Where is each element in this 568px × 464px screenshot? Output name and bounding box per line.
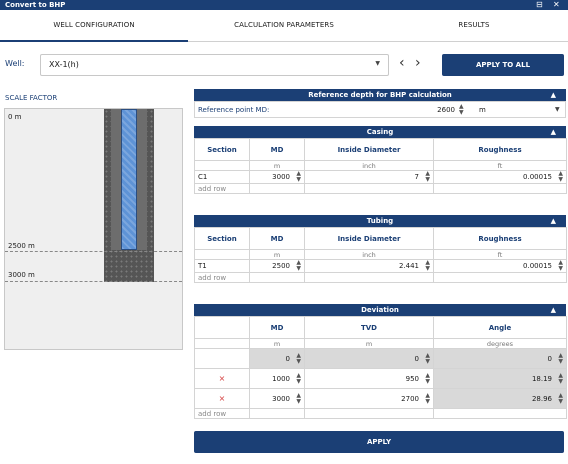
chevron-up-icon[interactable]: ▲ [550,306,556,314]
column-header: Angle [434,317,567,339]
empty-cell [305,184,434,194]
well-dropdown[interactable] [40,54,389,76]
tvd-value: 2700 [401,394,419,403]
stepper-icon[interactable]: ▲ ▼ [425,259,430,272]
reference-point-label: Reference point MD: [198,106,270,114]
column-header: Section [195,228,250,250]
window-titlebar [0,0,568,10]
casing-table [194,138,567,194]
stepper-icon[interactable]: ▲ ▼ [425,372,430,385]
tvd-cell[interactable] [305,389,434,409]
reference-depth-section [194,89,566,118]
casing-header[interactable] [194,126,566,138]
stepper-icon[interactable]: ▲ ▼ [425,170,430,183]
unit-cell: degrees [434,339,567,349]
angle-cell [434,369,567,389]
angle-cell [434,389,567,409]
tvd-cell[interactable] [305,369,434,389]
chevron-down-icon[interactable]: ▼ [555,106,560,113]
stepper-icon[interactable]: ▲ ▼ [558,259,563,272]
tubing-header[interactable] [194,215,566,227]
angle-value: 0 [547,354,552,363]
md-value: 2500 [272,262,290,270]
add-row-button[interactable]: add row [195,184,250,194]
roughness-cell[interactable] [434,171,567,184]
tab-calculation-parameters[interactable]: CALCULATION PARAMETERS [234,21,334,29]
well-dropdown-value: XX-1(h) [49,60,79,69]
deviation-table [194,316,567,419]
stepper-icon: ▲ ▼ [558,372,563,385]
chevron-up-icon[interactable]: ▲ [550,217,556,225]
diameter-value: 2.441 [398,262,419,270]
stepper-icon[interactable]: ▲ ▼ [296,259,301,272]
well-label: Well: [5,59,25,68]
diameter-value: 7 [414,173,419,181]
tubing-table [194,227,567,283]
section-cell[interactable]: C1 [195,171,250,184]
md-cell[interactable] [250,389,305,409]
md-cell[interactable] [250,260,305,273]
empty-cell [434,409,567,419]
deviation-title: Deviation [361,306,399,314]
next-well-icon[interactable]: › [415,55,421,71]
window-title: Convert to BHP [5,1,66,9]
well-schematic [4,108,183,350]
delete-row-icon[interactable]: × [195,369,250,389]
diameter-cell[interactable] [305,260,434,273]
md-value: 0 [285,354,290,363]
md-value: 3000 [272,173,290,181]
add-row-button[interactable]: add row [195,409,250,419]
depth-marker-line [5,251,182,252]
column-header: Roughness [434,228,567,250]
unit-cell: m [250,250,305,260]
unit-cell: inch [305,250,434,260]
roughness-cell[interactable] [434,260,567,273]
reference-depth-title: Reference depth for BHP calculation [308,91,452,99]
table-row [195,260,567,273]
well-selector-row [0,54,568,76]
apply-to-all-button[interactable]: APPLY TO ALL [442,54,564,76]
roughness-value: 0.00015 [523,262,552,270]
column-header: Roughness [434,139,567,161]
unit-cell: ft [434,161,567,171]
stepper-icon[interactable]: ▲ ▼ [558,170,563,183]
stepper-icon: ▲ ▼ [425,352,430,365]
unit-cell: inch [305,161,434,171]
stepper-icon: ▲ ▼ [296,352,301,365]
tab-bar [0,10,568,42]
table-row [195,389,567,409]
tvd-cell [305,349,434,369]
empty-cell [434,184,567,194]
tubing-title: Tubing [366,217,394,225]
chevron-up-icon[interactable]: ▲ [550,91,556,99]
column-header: Inside Diameter [305,228,434,250]
deviation-section [194,304,566,419]
empty-cell [434,273,567,283]
column-header: Section [195,139,250,161]
column-header: Inside Diameter [305,139,434,161]
diameter-cell[interactable] [305,171,434,184]
roughness-value: 0.00015 [523,173,552,181]
column-header: MD [250,317,305,339]
depth-label-casing: 3000 m [8,271,35,279]
stepper-icon: ▲ ▼ [558,392,563,405]
delete-cell [195,349,250,369]
md-cell[interactable] [250,171,305,184]
md-value: 3000 [272,394,290,403]
section-cell[interactable]: T1 [195,260,250,273]
angle-value: 18.19 [531,374,552,383]
empty-cell [250,184,305,194]
column-header [195,317,250,339]
deviation-header[interactable] [194,304,566,316]
depth-label-top: 0 m [8,113,22,121]
empty-cell [250,409,305,419]
unit-cell: ft [434,250,567,260]
apply-button[interactable]: APPLY [194,431,564,453]
unit-cell [195,250,250,260]
unit-cell: m [250,339,305,349]
angle-value: 28.96 [531,394,552,403]
empty-cell [250,273,305,283]
add-row-button[interactable]: add row [195,273,250,283]
tvd-value: 950 [405,374,419,383]
stepper-icon[interactable]: ▲ ▼ [296,170,301,183]
delete-row-icon[interactable]: × [195,389,250,409]
tubing-graphic [121,109,137,250]
stepper-icon[interactable]: ▲ ▼ [296,392,301,405]
tab-well-configuration[interactable]: WELL CONFIGURATION [0,10,188,42]
scale-factor-label: SCALE FACTOR [5,94,58,102]
tab-results[interactable]: RESULTS [458,21,490,29]
close-icon[interactable]: ✕ [553,0,560,9]
depth-label-tubing: 2500 m [8,242,35,250]
reference-point-row [194,101,566,118]
stepper-icon[interactable]: ▲ ▼ [296,372,301,385]
depth-marker-line [5,281,182,282]
md-value: 1000 [272,374,290,383]
stepper-icon[interactable]: ▲ ▼ [425,392,430,405]
table-row [195,369,567,389]
md-cell[interactable] [250,369,305,389]
unit-cell [195,339,250,349]
table-row [195,349,567,369]
tvd-value: 0 [414,354,419,363]
chevron-down-icon: ▼ [375,60,380,67]
empty-cell [305,273,434,283]
reference-depth-header[interactable] [194,89,566,101]
minimize-icon[interactable]: ⊟ [536,0,543,9]
stepper-icon: ▲ ▼ [558,352,563,365]
column-header: TVD [305,317,434,339]
unit-cell: m [305,339,434,349]
md-cell [250,349,305,369]
casing-title: Casing [366,128,394,136]
tubing-section [194,215,566,283]
previous-well-icon[interactable]: ‹ [399,55,405,71]
table-row [195,171,567,184]
reference-point-input[interactable]: 2600 [437,106,455,114]
column-header: MD [250,139,305,161]
chevron-up-icon[interactable]: ▲ [550,128,556,136]
casing-section [194,126,566,194]
angle-cell [434,349,567,369]
unit-cell: m [250,161,305,171]
reference-unit-select[interactable]: m [479,106,486,114]
empty-cell [305,409,434,419]
column-header: MD [250,228,305,250]
stepper-icon[interactable]: ▲ ▼ [459,103,464,116]
unit-cell [195,161,250,171]
